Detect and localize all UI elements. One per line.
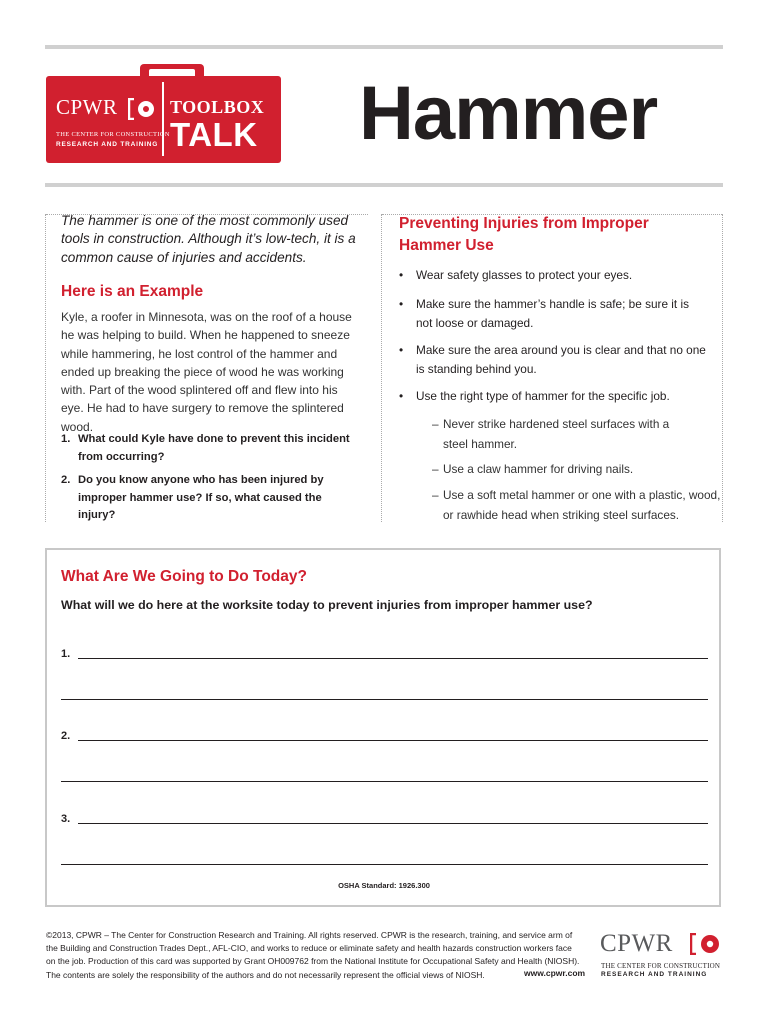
answer-line-3-continued[interactable] [61, 864, 708, 865]
website-link[interactable]: www.cpwr.com [524, 968, 586, 978]
toolbox-talk-logo [46, 64, 281, 164]
answer-line-2[interactable] [78, 740, 708, 741]
bullet-icon: • [399, 389, 404, 403]
top-divider [45, 45, 723, 49]
today-question: What will we do here at the worksite today to prevent injuries from improper hammer use? [61, 598, 593, 612]
logo-toolbox-word: TOOLBOX [170, 97, 265, 117]
bullet-text: Wear safety glasses to protect your eyes. [416, 268, 633, 282]
answer-line-3[interactable] [78, 823, 708, 824]
sub-item-text: Use a soft metal hammer or one with a plastic, wood, or rawhide head when striking steel surfaces. [443, 488, 721, 522]
bullet-icon: • [399, 268, 404, 282]
answer-line-1[interactable] [78, 658, 708, 659]
prevention-heading-line-1: Preventing Injuries from Improper [399, 215, 649, 232]
answer-line-2-continued[interactable] [61, 781, 708, 782]
example-heading: Here is an Example [61, 283, 204, 300]
footer-cpwr-logo [600, 930, 725, 980]
dash-icon: – [432, 417, 439, 431]
footer-line: on the job. Production of this card was supported by Grant OH009762 from the National Institute for Occupational Safety and Health (NIOSH). [46, 956, 580, 967]
osha-standard: OSHA Standard: 1926.300 [338, 881, 430, 890]
footer-line: ©2013, CPWR – The Center for Construction Research and Training. All rights reserved. CPWR is the research, training, and service arm of [46, 930, 573, 940]
question-text: What could Kyle have done to prevent this incident from occurring? [78, 433, 350, 463]
bullet-text: Make sure the hammer’s handle is safe; be sure it is not loose or damaged. [416, 297, 689, 330]
answer-number: 1. [61, 648, 71, 660]
logo-org-name: CPWR [56, 95, 118, 119]
sub-item-text: Never strike hardened steel surfaces with a steel hammer. [443, 417, 670, 451]
cpwr-mark-icon [690, 933, 721, 955]
prevention-heading [399, 213, 649, 257]
footer-logo-org: CPWR [600, 930, 673, 957]
answer-number: 3. [61, 813, 71, 825]
dash-icon: – [432, 462, 439, 476]
answer-number: 2. [61, 730, 71, 742]
bullet-icon: • [399, 297, 404, 311]
copyright-notice [46, 929, 594, 982]
answer-line-1-continued[interactable] [61, 699, 708, 700]
logo-talk-word: TALK [170, 116, 258, 153]
footer-logo-subtitle-1: THE CENTER FOR CONSTRUCTION [601, 962, 721, 970]
dash-icon: – [432, 488, 439, 502]
question-item [61, 472, 371, 526]
left-column-border [45, 214, 46, 522]
bullet-text: Use the right type of hammer for the specific job. [416, 389, 670, 403]
today-heading: What Are We Going to Do Today? [61, 568, 307, 585]
bullet-icon: • [399, 343, 404, 357]
footer-logo-subtitle-2: RESEARCH AND TRAINING [601, 971, 708, 978]
footer-line: The contents are solely the responsibility of the authors and do not necessarily represent the official views of NIOSH. [46, 969, 485, 980]
bullet-text: Make sure the area around you is clear and that no one is standing behind you. [416, 343, 706, 376]
prevention-heading-line-2: Hammer Use [399, 237, 494, 254]
footer-line: the Building and Construction Trades Dept., AFL-CIO, and works to reduce or eliminate safety and health hazards construction workers face [46, 943, 572, 954]
column-separator [381, 214, 382, 522]
example-paragraph: Kyle, a roofer in Minnesota, was on the roof of a house he was helping to build. When he happened to sneeze while hammering, he lost control of the hammer and ended up breaking the piece of wood he was working with. Part of the wood splintered off and flew into his eye. He had to have surgery to remove the splintered wood. [61, 310, 352, 434]
question-number: 1. [61, 433, 71, 445]
intro-paragraph: The hammer is one of the most commonly used tools in construction. Although it’s low-tech, it is a common cause of injuries and accidents. [61, 213, 356, 265]
logo-subtitle-1: THE CENTER FOR CONSTRUCTION [56, 131, 170, 138]
question-item [61, 431, 371, 467]
question-text: Do you know anyone who has been injured by improper hammer use? If so, what caused the injury? [78, 474, 324, 521]
page-title: Hammer [359, 71, 658, 156]
logo-subtitle-2: RESEARCH AND TRAINING [56, 141, 159, 148]
sub-item-text: Use a claw hammer for driving nails. [443, 462, 634, 476]
cpwr-mark-icon [128, 98, 156, 120]
question-number: 2. [61, 474, 71, 486]
header-divider [45, 183, 723, 187]
toolbox-divider [162, 82, 164, 156]
